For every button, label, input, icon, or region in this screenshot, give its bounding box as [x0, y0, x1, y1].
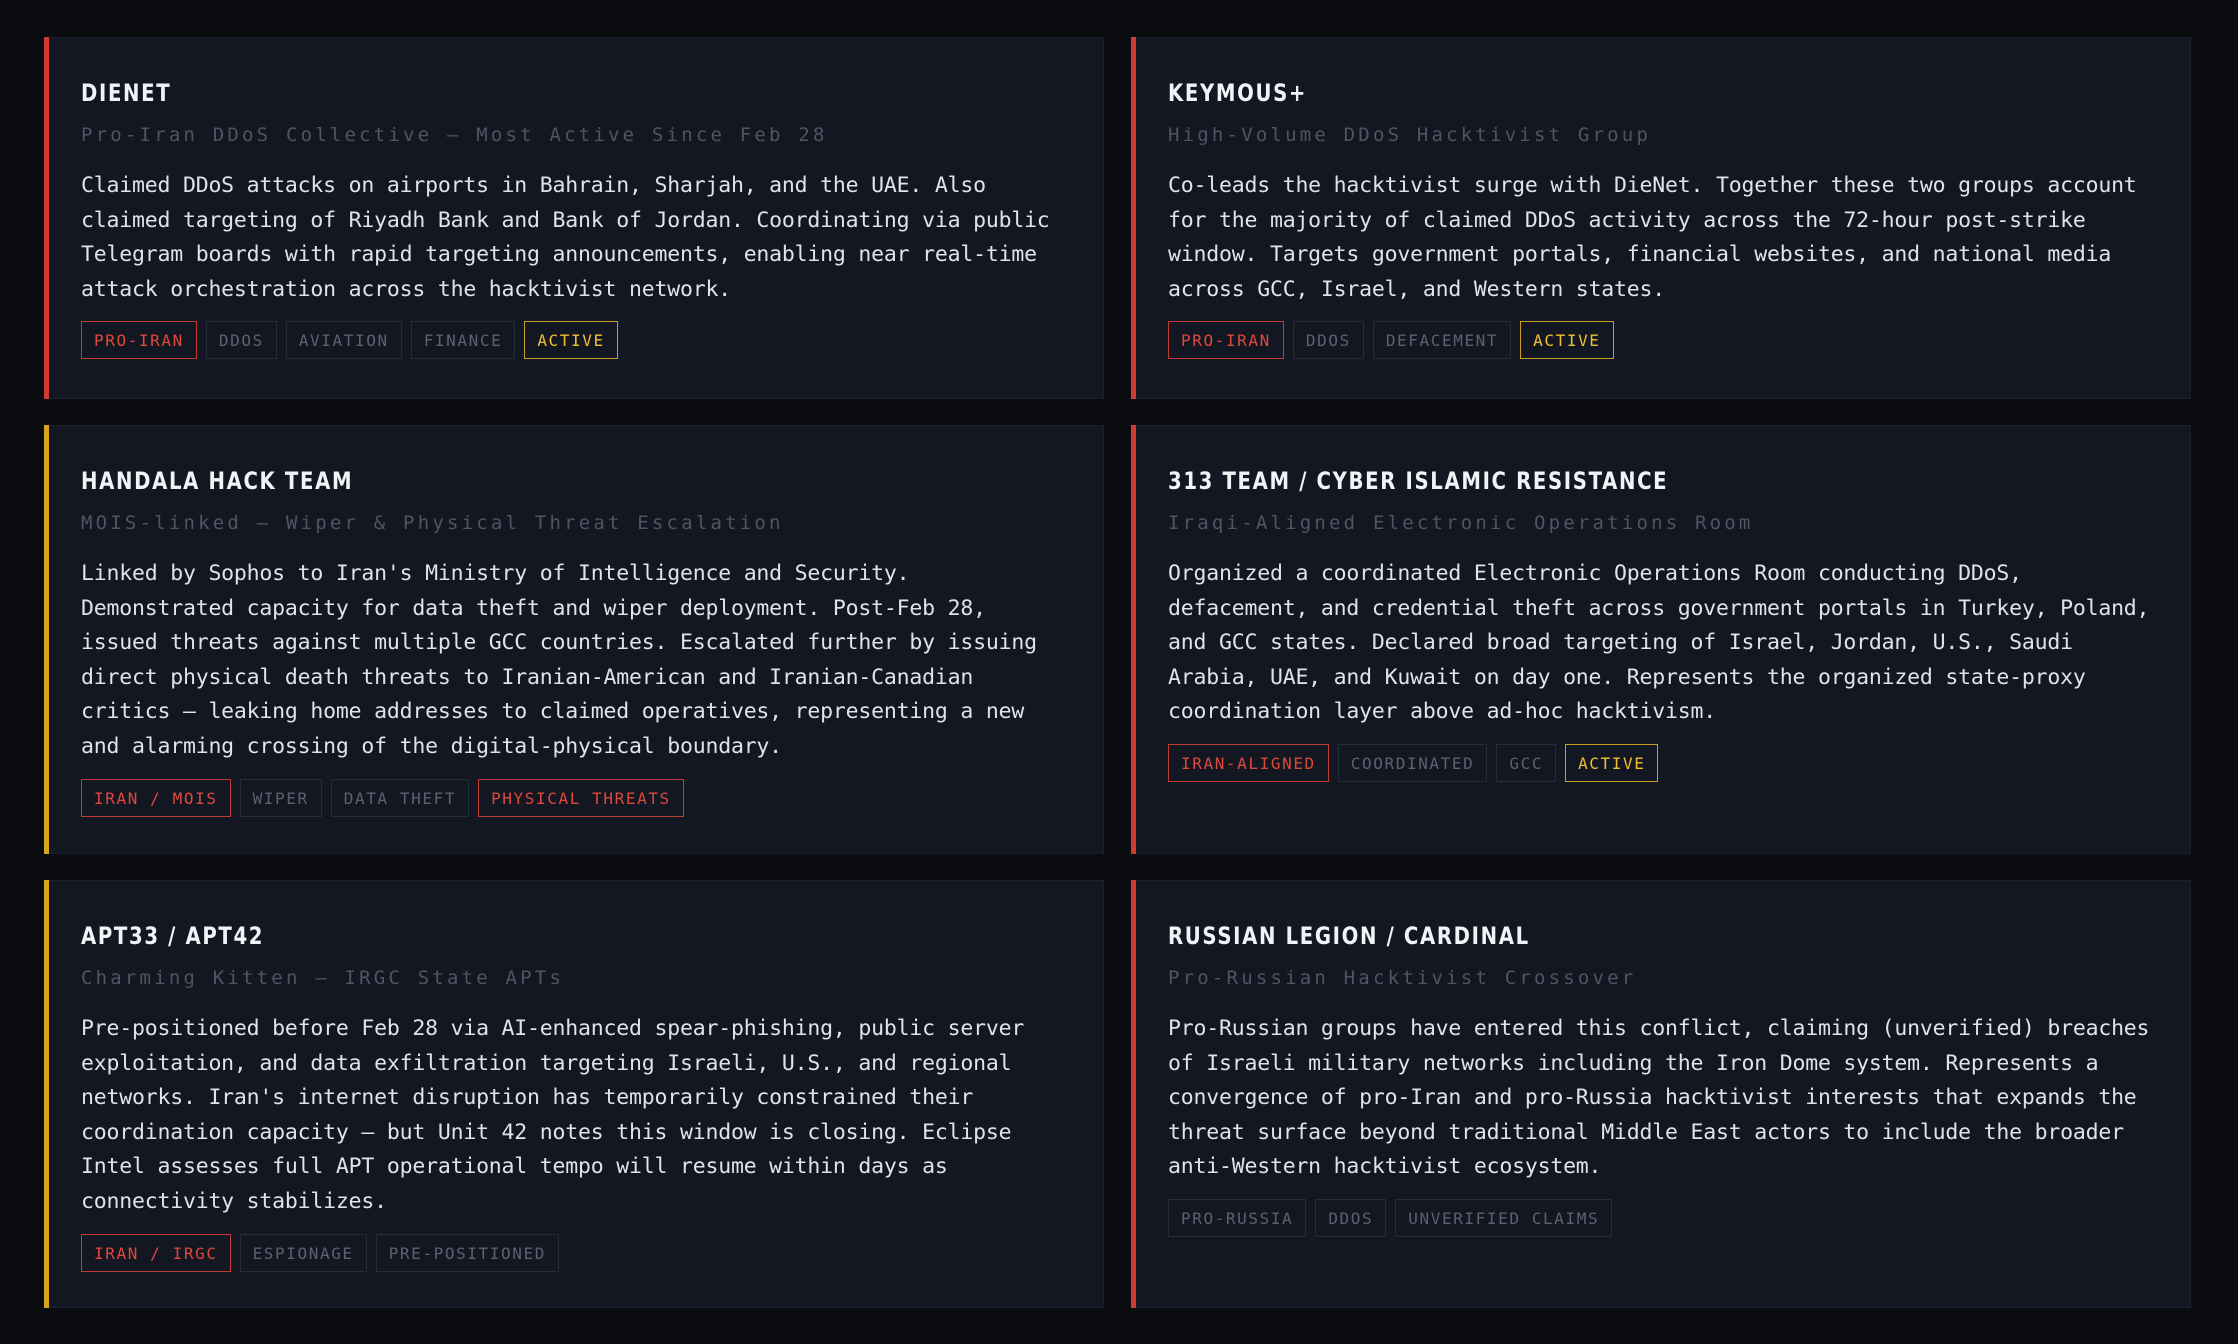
tag-finance: FINANCE	[411, 321, 516, 359]
card-accent-bar	[1131, 425, 1136, 854]
tag-list	[81, 321, 1067, 359]
tag-active: ACTIVE	[524, 321, 617, 359]
card-accent-bar	[44, 425, 49, 854]
threat-card	[1131, 37, 2191, 399]
tag-pro-iran: PRO-IRAN	[1168, 321, 1284, 359]
tag-iran-mois: IRAN / MOIS	[81, 779, 231, 817]
tag-coordinated: COORDINATED	[1338, 744, 1488, 782]
tag-defacement: DEFACEMENT	[1373, 321, 1511, 359]
tag-ddos: DDOS	[1315, 1199, 1386, 1237]
card-subtitle: Charming Kitten — IRGC State APTs	[81, 967, 565, 989]
tag-ddos: DDOS	[1293, 321, 1364, 359]
threat-card	[1131, 880, 2191, 1308]
tag-iran-aligned: IRAN-ALIGNED	[1168, 744, 1329, 782]
threat-actor-grid	[44, 37, 2192, 1308]
card-title: DIENET	[81, 79, 172, 107]
tag-list	[81, 1234, 1067, 1272]
card-title: KEYMOUS+	[1168, 79, 1308, 107]
tag-list	[1168, 744, 2154, 782]
card-subtitle: MOIS-linked — Wiper & Physical Threat Escalation	[81, 512, 784, 534]
card-accent-bar	[1131, 880, 1136, 1308]
tag-list	[1168, 1199, 2154, 1237]
card-title: RUSSIAN LEGION / CARDINAL	[1168, 922, 1530, 950]
tag-espionage: ESPIONAGE	[240, 1234, 367, 1272]
card-description: Co-leads the hacktivist surge with DieNet. Together these two groups account for the majority of claimed DDoS activity across the 72-hour post-strike window. Targets government portals, financial websites, and national media across GCC, Israel, and Western states.	[1168, 173, 2137, 302]
card-accent-bar	[1131, 37, 1136, 399]
card-description: Pre-positioned before Feb 28 via AI-enhanced spear-phishing, public server exploitation, and data exfiltration targeting Israeli, U.S., and regional networks. Iran's internet disruption has temporarily constrained their coordination capacity — but Unit 42 notes this window is closing. Eclipse Intel assesses full APT operational tempo will resume within days as connectivity stabilizes.	[81, 1016, 1025, 1214]
tag-gcc: GCC	[1496, 744, 1556, 782]
card-description: Claimed DDoS attacks on airports in Bahrain, Sharjah, and the UAE. Also claimed targeting of Riyadh Bank and Bank of Jordan. Coordinating via public Telegram boards with rapid targeting announcements, enabling near real-time attack orchestration across the hacktivist network.	[81, 173, 1050, 302]
card-subtitle: Pro-Russian Hacktivist Crossover	[1168, 967, 1637, 989]
tag-physical-threats: PHYSICAL THREATS	[478, 779, 684, 817]
threat-card	[44, 425, 1104, 854]
tag-ddos: DDOS	[206, 321, 277, 359]
tag-iran-irgc: IRAN / IRGC	[81, 1234, 231, 1272]
card-accent-bar	[44, 37, 49, 399]
tag-wiper: WIPER	[240, 779, 322, 817]
card-description: Pro-Russian groups have entered this conflict, claiming (unverified) breaches of Israeli military networks including the Iron Dome system. Represents a convergence of pro-Iran and pro-Russia hacktivist interests that expands the threat surface beyond traditional Middle East actors to include the broader anti-Western hacktivist ecosystem.	[1168, 1016, 2150, 1180]
card-subtitle: Pro-Iran DDoS Collective — Most Active Since Feb 28	[81, 124, 828, 146]
card-description: Organized a coordinated Electronic Operations Room conducting DDoS, defacement, and credential theft across government portals in Turkey, Poland, and GCC states. Declared broad targeting of Israel, Jordan, U.S., Saudi Arabia, UAE, and Kuwait on day one. Represents the organized state-proxy coordination layer above ad-hoc hacktivism.	[1168, 561, 2150, 725]
tag-active: ACTIVE	[1565, 744, 1658, 782]
card-subtitle: Iraqi-Aligned Electronic Operations Room	[1168, 512, 1754, 534]
tag-list	[81, 779, 1067, 817]
card-accent-bar	[44, 880, 49, 1308]
tag-list	[1168, 321, 2154, 359]
card-description: Linked by Sophos to Iran's Ministry of Intelligence and Security. Demonstrated capacity for data theft and wiper deployment. Post-Feb 28, issued threats against multiple GCC countries. Escalated further by issuing direct physical death threats to Iranian-American and Iranian-Canadian critics — leaking home addresses to claimed operatives, representing a new and alarming crossing of the digital-physical boundary.	[81, 561, 1037, 759]
tag-active: ACTIVE	[1520, 321, 1613, 359]
card-subtitle: High-Volume DDoS Hacktivist Group	[1168, 124, 1652, 146]
threat-card	[1131, 425, 2191, 854]
threat-card	[44, 880, 1104, 1308]
threat-card	[44, 37, 1104, 399]
tag-data-theft: DATA THEFT	[331, 779, 469, 817]
card-title: APT33 / APT42	[81, 922, 265, 950]
tag-pro-russia: PRO-RUSSIA	[1168, 1199, 1306, 1237]
tag-pro-iran: PRO-IRAN	[81, 321, 197, 359]
tag-aviation: AVIATION	[286, 321, 402, 359]
card-title: HANDALA HACK TEAM	[81, 467, 354, 495]
tag-unverified-claims: UNVERIFIED CLAIMS	[1395, 1199, 1612, 1237]
card-title: 313 TEAM / CYBER ISLAMIC RESISTANCE	[1168, 467, 1669, 495]
tag-pre-positioned: PRE-POSITIONED	[376, 1234, 559, 1272]
